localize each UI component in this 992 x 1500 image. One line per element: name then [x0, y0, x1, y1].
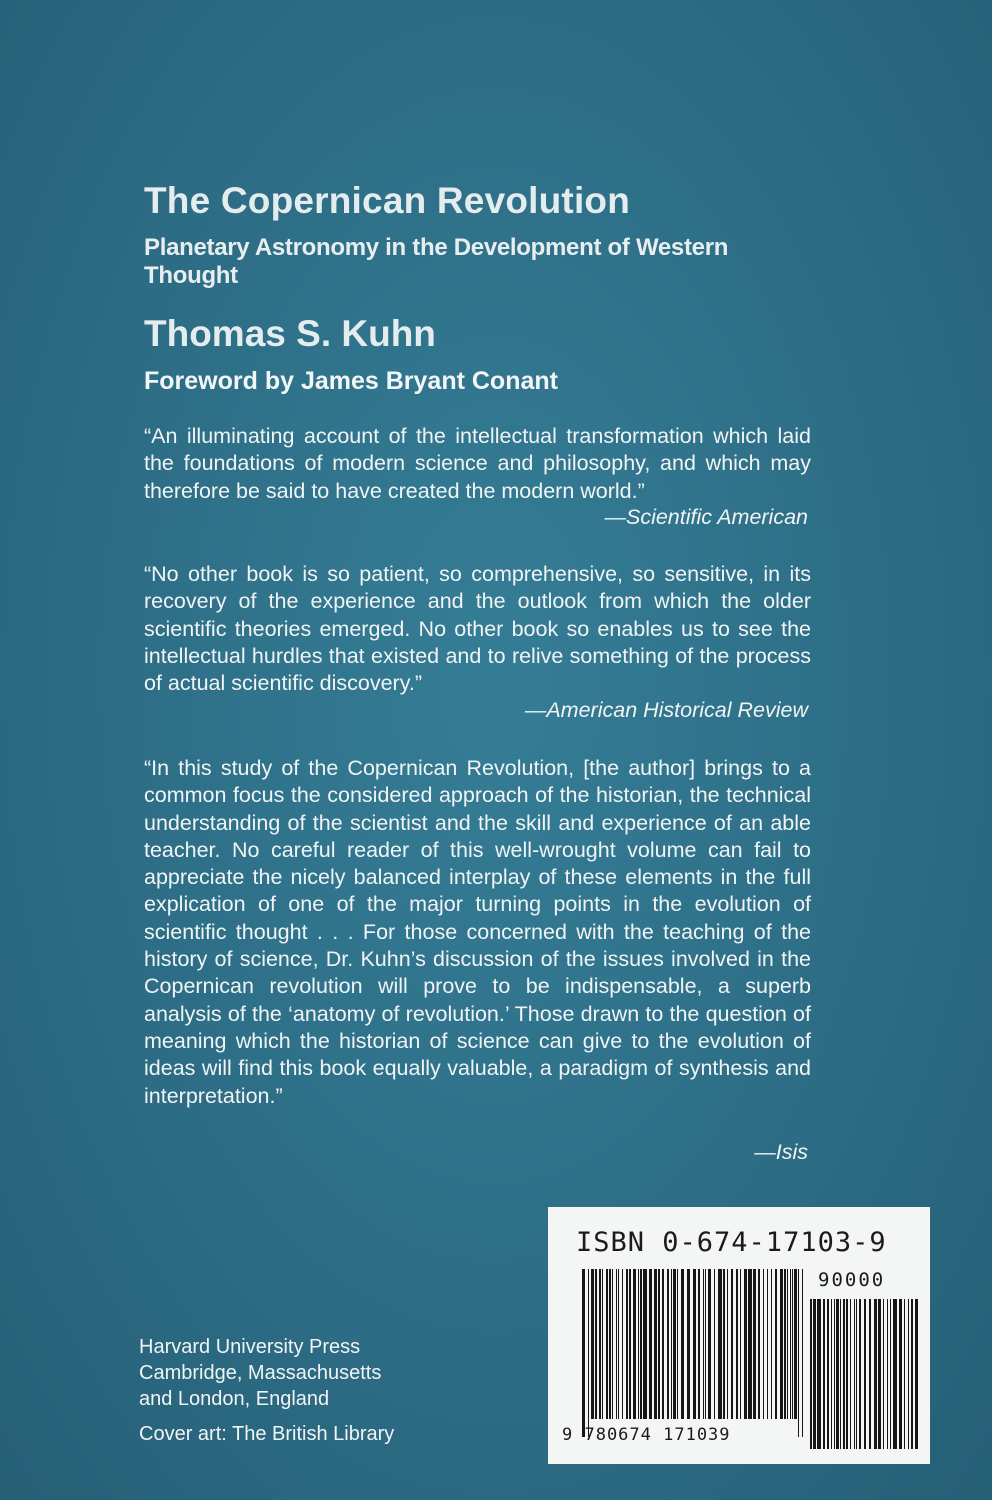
barcode-bar	[629, 1269, 631, 1419]
barcode-bar	[859, 1299, 861, 1449]
barcode-bar	[904, 1299, 905, 1449]
barcode-bar	[753, 1269, 756, 1419]
barcode-bar	[588, 1269, 589, 1437]
barcode-bar	[856, 1299, 857, 1449]
barcode-bar	[677, 1269, 678, 1419]
book-title: The Copernican Revolution	[144, 180, 631, 221]
barcode-bar	[602, 1269, 603, 1419]
book-author: Thomas S. Kuhn	[144, 313, 436, 354]
barcode-bar	[727, 1269, 728, 1419]
review-source-2: —American Historical Review	[524, 698, 808, 722]
barcode-bar	[899, 1299, 902, 1449]
barcode-bar	[767, 1269, 768, 1419]
barcode-bar	[714, 1269, 715, 1419]
barcode-bar	[622, 1269, 623, 1419]
ean-barcode-bars	[582, 1269, 803, 1437]
barcode-bar	[813, 1299, 816, 1449]
barcode-bar	[654, 1269, 657, 1419]
barcode-bar	[698, 1269, 700, 1419]
barcode-bar	[911, 1299, 913, 1449]
barcode-bar	[792, 1269, 793, 1419]
barcode-bar	[731, 1269, 733, 1419]
barcode-bar	[817, 1299, 821, 1449]
barcode-bar	[662, 1269, 664, 1419]
barcode-bar	[823, 1299, 825, 1449]
barcode-addon-number: 90000	[818, 1269, 886, 1291]
barcode-bar	[810, 1299, 812, 1449]
barcode-bar	[736, 1269, 738, 1419]
review-quote-1: “An illuminating account of the intellectual transformation which laid the foundations of modern science and philosophy, and which may therefore be said to have created the modern world.”	[144, 424, 811, 503]
barcode-panel	[548, 1207, 930, 1464]
barcode-bar	[831, 1299, 832, 1449]
barcode-bar	[618, 1269, 619, 1419]
addon-barcode-bars	[810, 1299, 918, 1449]
barcode-bar	[790, 1269, 791, 1419]
barcode-bar	[794, 1269, 797, 1419]
barcode-bar	[784, 1269, 786, 1419]
barcode-bar	[878, 1299, 881, 1449]
barcode-bar	[744, 1269, 747, 1419]
review-source-1: —Scientific American	[604, 505, 808, 529]
barcode-bar	[582, 1269, 585, 1437]
barcode-bar	[798, 1269, 799, 1437]
barcode-bar	[869, 1299, 871, 1449]
barcode-bar	[780, 1269, 783, 1419]
barcode-bar	[854, 1299, 855, 1449]
barcode-bar	[864, 1299, 866, 1449]
barcode-ean-number: 9 780674 171039	[562, 1425, 731, 1445]
review-source-3: —Isis	[754, 1140, 808, 1164]
isbn-label: ISBN 0-674-17103-9	[576, 1227, 887, 1258]
cover-art-credit: Cover art: The British Library	[139, 1423, 395, 1445]
barcode-bar	[840, 1299, 841, 1449]
barcode-bar	[887, 1299, 888, 1449]
barcode-bar	[687, 1269, 690, 1419]
barcode-bar	[758, 1269, 760, 1419]
review-quote-3: “In this study of the Copernican Revolution, [the author] brings to a common focus the considered approach of the historian, the technical understanding of the scientist and the skill and experience of an able teacher. No careful reader of this well-wrought volume can fail to appreciate the nicely balanced interplay of these elements in the full explication of one of the major turning points in the evolution of scientific thought . . . For those concerned with the teaching of the history of science, Dr. Kuhn’s discussion of the issues involved in the Copernican revolution will prove to be indispensable, a superb analysis of the ‘anatomy of revolution.’ Those drawn to the question of meaning which the historian of science can give to the evolution of ideas will find this book equally valuable, a paradigm of synthesis and interpretation.”	[144, 756, 811, 1108]
barcode-bar	[893, 1299, 897, 1449]
publisher-info	[139, 1334, 381, 1412]
barcode-bar	[703, 1269, 704, 1419]
barcode-bar	[671, 1269, 672, 1419]
barcode-bar	[649, 1269, 652, 1419]
barcode-bar	[748, 1269, 752, 1419]
barcode-bar	[638, 1269, 639, 1419]
publisher-line: Harvard University Press	[139, 1336, 361, 1358]
barcode-bar	[595, 1269, 597, 1419]
barcode-bar	[775, 1269, 777, 1419]
review-quote-2: “No other book is so patient, so comprehensive, so sensitive, in its recovery of the experience and the outlook from which the older scientific theories emerged. No other book so enables us to see the intellectual hurdles that existed and to relive something of the process of actual scientific discovery.”	[144, 562, 811, 696]
barcode-bar	[915, 1299, 918, 1449]
book-subtitle: Planetary Astronomy in the Development of Western Thought	[144, 234, 729, 289]
barcode-bar	[802, 1269, 803, 1437]
foreword-credit: Foreword by James Bryant Conant	[144, 367, 558, 395]
publisher-line: and London, England	[139, 1388, 330, 1410]
barcode-bar	[606, 1269, 608, 1419]
barcode-bar	[718, 1269, 722, 1419]
barcode-bar	[771, 1269, 772, 1419]
barcode-bar	[673, 1269, 676, 1419]
barcode-bar	[723, 1269, 725, 1419]
barcode-bar	[740, 1269, 741, 1419]
barcode-bar	[846, 1299, 848, 1449]
publisher-line: Cambridge, Massachusetts	[139, 1362, 382, 1384]
barcode-bar	[609, 1269, 611, 1419]
barcode-bar	[633, 1269, 636, 1419]
barcode-bar	[616, 1269, 617, 1419]
barcode-bar	[850, 1299, 851, 1449]
barcode-bar	[693, 1269, 696, 1419]
barcode-bar	[834, 1299, 835, 1449]
barcode-bar	[681, 1269, 684, 1419]
barcode-bar	[843, 1299, 845, 1449]
barcode-bar	[708, 1269, 711, 1419]
barcode-bar	[763, 1269, 764, 1419]
barcode-bar	[658, 1269, 660, 1419]
barcode-bar	[667, 1269, 669, 1419]
barcode-bar	[890, 1299, 891, 1449]
barcode-bar	[883, 1299, 884, 1449]
barcode-bar	[836, 1299, 839, 1449]
barcode-bar	[643, 1269, 647, 1419]
barcode-bar	[827, 1299, 829, 1449]
barcode-bar	[612, 1269, 613, 1419]
barcode-bar	[705, 1269, 706, 1419]
barcode-bar	[908, 1299, 909, 1449]
barcode-bar	[591, 1269, 594, 1419]
barcode-bar	[787, 1269, 788, 1419]
barcode-bar	[874, 1299, 877, 1449]
barcode-bar	[599, 1269, 601, 1419]
barcode-bar	[626, 1269, 628, 1419]
barcode-bar	[640, 1269, 642, 1419]
